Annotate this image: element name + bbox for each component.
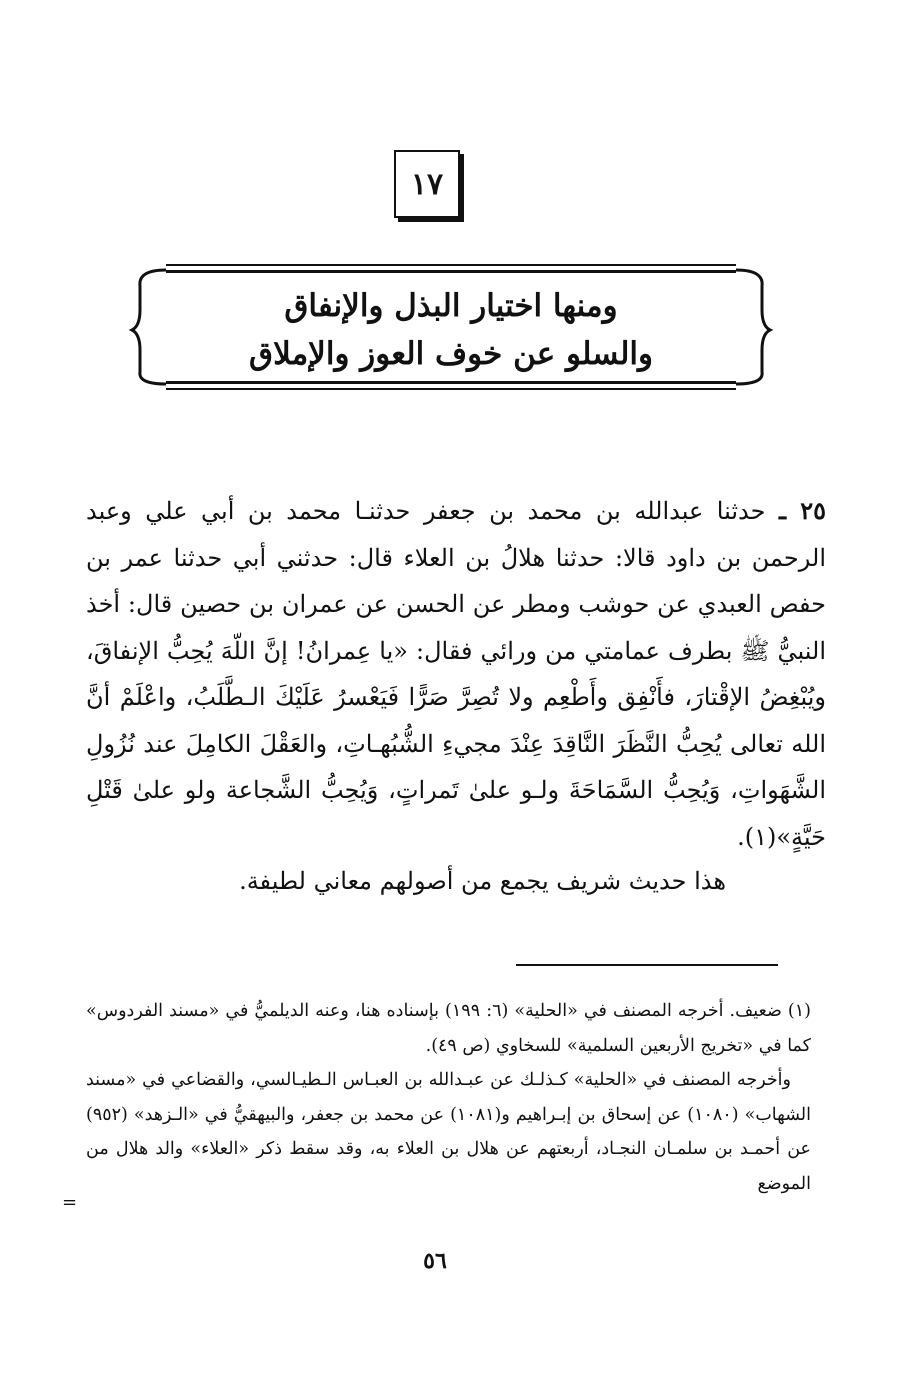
chapter-number: ١٧	[410, 166, 444, 202]
footnote-1-continued: وأخرجه المصنف في «الحلية» كـذلـك عن عبـدالله بن العبـاس الـطيـالسي، والقضاعي في «مسند الشهاب» (١٠٨٠) عن إسحاق بن إبـراهيم و(١٠٨١) عن محمد بن جعفر، والبيهقيُّ في «الـزهد» (٩٥٢) عن أحمـد بن سلمـان النجـاد، أربعتهم عن هلال بن العلاء به، وقد سقط ذكر «العلاء» والد هلال من الموضع	[86, 1070, 811, 1194]
chapter-title-frame	[126, 260, 776, 400]
footnotes	[86, 994, 811, 1202]
hadith-paragraph	[86, 488, 826, 860]
page-number: ٥٦	[423, 1248, 447, 1274]
hadith-number: ٢٥ ـ	[778, 496, 826, 525]
author-remark: هذا حديث شريف يجمع من أصولهم معاني لطيفة.	[239, 867, 726, 895]
chapter-title-line-1: ومنها اختيار البذل والإنفاق	[284, 288, 618, 324]
chapter-number-box	[394, 150, 460, 218]
footnote-1: (١) ضعيف. أخرجه المصنف في «الحلية» (٦: ١٩٩) بإسناده هنا، وعنه الديلميُّ في «مسند الفردوس» كما في «تخريج الأربعين السلمية» للسخاوي (ص ٤٩).	[86, 1001, 811, 1056]
hadith-text: حدثنا عبدالله بن محمد بن جعفر حدثنـا محمد بن أبي علي وعبد الرحمن بن داود قالا: حدثنا هلالُ بن العلاء قال: حدثني أبي حدثنا عمر بن حفص العبدي عن حوشب ومطر عن الحسن عن عمران بن حصين قال: أخذ النبيُّ ﷺ بطرف عمامتي من ورائي فقال: «يا عِمرانُ! إنَّ اللّهَ يُحِبُّ الإنفاقَ، ويُبْغِضُ الإقْتارَ، فأَنْفِق وأَطْعِم ولا تُصِرَّ صَرًّا فَيَعْسرُ عَلَيْكَ الـطَّلَبُ، واعْلَمْ أنَّ الله تعالى يُحِبُّ النَّظَرَ النَّاقِدَ عِنْدَ مجيءِ الشُّبُهـاتِ، والعَقْلَ الكامِلَ عند نُزُولِ الشَّهَواتِ، وَيُحِبُّ السَّمَاحَةَ ولـو علىٰ تَمراتٍ، وَيُحِبُّ الشَّجاعة ولو علىٰ قَتْلِ حَيَّةٍ»(١).	[86, 497, 826, 851]
footnote-separator	[516, 964, 778, 966]
chapter-title-line-2: والسلو عن خوف العوز والإملاق	[249, 336, 653, 372]
chapter-title	[166, 282, 736, 378]
continuation-mark: =	[62, 1192, 78, 1213]
